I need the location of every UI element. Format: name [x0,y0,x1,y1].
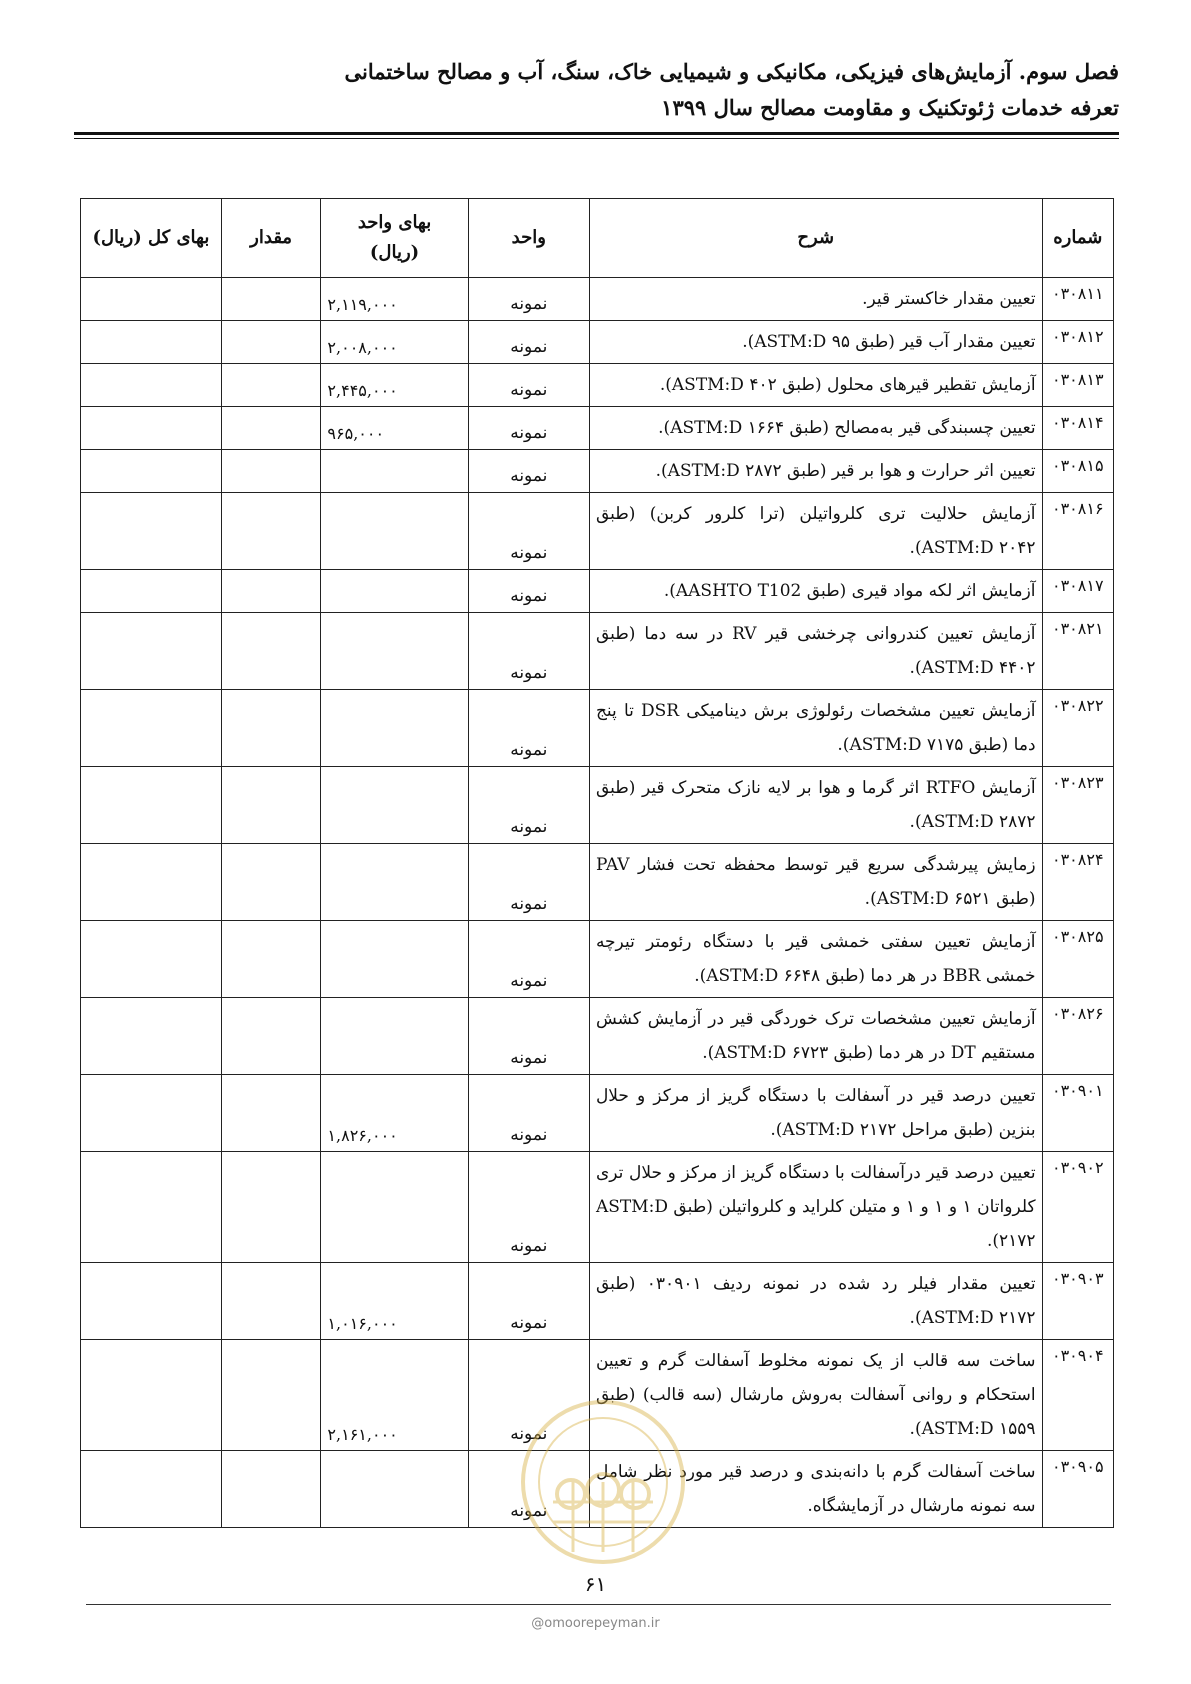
row-total [81,767,222,844]
row-unit: نمونه [468,613,589,690]
header-rule-thin [74,138,1119,139]
page-number: ۶۱ [584,1572,607,1596]
row-number: ۰۳۰۸۲۵ [1042,921,1113,998]
row-unit: نمونه [468,1340,589,1451]
row-total [81,321,222,364]
row-unit: نمونه [468,921,589,998]
row-quantity [221,767,321,844]
header-total: بهای کل (ریال) [81,199,222,278]
row-unit-price [321,1152,468,1263]
row-total [81,1451,222,1528]
row-description: آزمایش تعیین مشخصات رئولوژی برش دینامیکی DSR تا پنج دما (طبق ASTM:D ۷۱۷۵). [589,690,1042,767]
row-description: تعیین چسبندگی قیر به‌مصالح (طبق ASTM:D ۱۶۶۴). [589,407,1042,450]
header-unit-price-line2: (ریال) [369,242,420,263]
row-unit-price [321,767,468,844]
row-unit: نمونه [468,321,589,364]
row-unit: نمونه [468,1152,589,1263]
row-description: آزمایش تعیین کندروانی چرخشی قیر RV در سه دما (طبق ASTM:D ۴۴۰۲). [589,613,1042,690]
row-unit: نمونه [468,450,589,493]
row-total [81,690,222,767]
row-quantity [221,493,321,570]
row-description: تعیین مقدار آب قیر (طبق ASTM:D ۹۵). [589,321,1042,364]
row-quantity [221,998,321,1075]
row-unit: نمونه [468,364,589,407]
row-quantity [221,570,321,613]
header-unit: واحد [468,199,589,278]
row-total [81,278,222,321]
header-description: شرح [589,199,1042,278]
row-description: ساخت سه قالب از یک نمونه مخلوط آسفالت گرم و تعیین استحکام و روانی آسفالت به‌روش مارشال (سه قالب) (طبق ASTM:D ۱۵۵۹). [589,1340,1042,1451]
row-number: ۰۳۰۸۲۴ [1042,844,1113,921]
page-header [74,54,1119,126]
row-unit-price [321,998,468,1075]
row-description: زمایش پیرشدگی سریع قیر توسط محفظه تحت فشار PAV (طبق ASTM:D ۶۵۲۱). [589,844,1042,921]
row-unit: نمونه [468,767,589,844]
row-quantity [221,321,321,364]
row-unit-price: ۲,۱۱۹,۰۰۰ [321,278,468,321]
row-description: تعیین اثر حرارت و هوا بر قیر (طبق ASTM:D ۲۸۷۲). [589,450,1042,493]
row-description: تعیین درصد قیر در آسفالت با دستگاه گریز از مرکز و حلال بنزین (طبق مراحل ASTM:D ۲۱۷۲). [589,1075,1042,1152]
row-unit: نمونه [468,998,589,1075]
row-number: ۰۳۰۸۱۱ [1042,278,1113,321]
row-number: ۰۳۰۸۲۲ [1042,690,1113,767]
row-unit: نمونه [468,1451,589,1528]
row-quantity [221,1075,321,1152]
row-total [81,493,222,570]
row-number: ۰۳۰۸۲۶ [1042,998,1113,1075]
tariff-table [80,198,1114,1528]
row-number: ۰۳۰۹۰۲ [1042,1152,1113,1263]
row-unit: نمونه [468,1075,589,1152]
table-row [81,998,1114,1075]
row-unit: نمونه [468,278,589,321]
row-number: ۰۳۰۸۲۳ [1042,767,1113,844]
row-total [81,921,222,998]
row-quantity [221,1451,321,1528]
row-unit: نمونه [468,407,589,450]
row-number: ۰۳۰۸۱۶ [1042,493,1113,570]
header-number: شماره [1042,199,1113,278]
row-description: ساخت آسفالت گرم با دانه‌بندی و درصد قیر مورد نظر شامل سه نمونه مارشال در آزمایشگاه. [589,1451,1042,1528]
row-total [81,1075,222,1152]
row-quantity [221,278,321,321]
table-header-row [81,199,1114,278]
row-total [81,844,222,921]
row-unit-price: ۹۶۵,۰۰۰ [321,407,468,450]
table-row [81,613,1114,690]
row-unit-price [321,921,468,998]
table-row [81,844,1114,921]
row-unit-price: ۱,۸۲۶,۰۰۰ [321,1075,468,1152]
table-row [81,321,1114,364]
row-unit: نمونه [468,570,589,613]
header-rule-thick [74,132,1119,135]
chapter-title: فصل سوم. آزمایش‌های فیزیکی، مکانیکی و شیمیایی خاک، سنگ، آب و مصالح ساختمانی [344,59,1119,84]
table-row [81,364,1114,407]
table-row [81,407,1114,450]
row-unit-price: ۲,۱۶۱,۰۰۰ [321,1340,468,1451]
row-number: ۰۳۰۸۱۲ [1042,321,1113,364]
row-total [81,570,222,613]
table-row [81,450,1114,493]
row-quantity [221,1152,321,1263]
row-description: تعیین درصد قیر درآسفالت با دستگاه گریز از مرکز و حلال تری کلرواتان ۱ و ۱ و ۱ و متیلن کلراید و کلرواتیلن (طبق ASTM:D ۲۱۷۲). [589,1152,1042,1263]
footer-rule [86,1604,1111,1605]
row-unit: نمونه [468,1263,589,1340]
table-row [81,1075,1114,1152]
row-total [81,1152,222,1263]
row-total [81,450,222,493]
row-description: آزمایش RTFO اثر گرما و هوا بر لایه نازک متحرک قیر (طبق ASTM:D ۲۸۷۲). [589,767,1042,844]
row-total [81,1263,222,1340]
row-unit-price [321,1451,468,1528]
row-quantity [221,1263,321,1340]
row-unit-price: ۱,۰۱۶,۰۰۰ [321,1263,468,1340]
table-row [81,278,1114,321]
row-total [81,1340,222,1451]
row-unit: نمونه [468,690,589,767]
row-unit-price: ۲,۴۴۵,۰۰۰ [321,364,468,407]
row-unit-price [321,493,468,570]
row-number: ۰۳۰۹۰۴ [1042,1340,1113,1451]
table-row [81,1263,1114,1340]
watermark-logo-icon [513,1382,693,1582]
row-total [81,407,222,450]
row-number: ۰۳۰۸۲۱ [1042,613,1113,690]
row-unit: نمونه [468,493,589,570]
row-quantity [221,407,321,450]
footer-site: @omoorepeyman.ir [531,1616,660,1631]
row-unit-price [321,570,468,613]
row-unit-price: ۲,۰۰۸,۰۰۰ [321,321,468,364]
tariff-title: تعرفه خدمات ژئوتکنیک و مقاومت مصالح سال ۱۳۹۹ [661,95,1119,120]
row-number: ۰۳۰۹۰۵ [1042,1451,1113,1528]
row-number: ۰۳۰۹۰۳ [1042,1263,1113,1340]
table-row [81,570,1114,613]
row-description: تعیین مقدار فیلر رد شده در نمونه ردیف ۰۳۰۹۰۱ (طبق ASTM:D ۲۱۷۲). [589,1263,1042,1340]
row-description: آزمایش تعیین مشخصات ترک خوردگی قیر در آزمایش کشش مستقیم DT در هر دما (طبق ASTM:D ۶۷۲۳). [589,998,1042,1075]
row-description: تعیین مقدار خاکستر قیر. [589,278,1042,321]
row-description: آزمایش حلالیت تری کلرواتیلن (ترا کلرور کربن) (طبق ASTM:D ۲۰۴۲). [589,493,1042,570]
row-number: ۰۳۰۸۱۵ [1042,450,1113,493]
row-total [81,998,222,1075]
row-quantity [221,364,321,407]
table-row [81,1152,1114,1263]
row-quantity [221,613,321,690]
row-unit: نمونه [468,844,589,921]
row-unit-price [321,690,468,767]
table-row [81,493,1114,570]
row-unit-price [321,450,468,493]
row-total [81,364,222,407]
row-number: ۰۳۰۸۱۷ [1042,570,1113,613]
table-row [81,690,1114,767]
header-unit-price-line1: بهای واحد [357,212,432,233]
row-quantity [221,1340,321,1451]
table-row [81,921,1114,998]
table-row [81,767,1114,844]
header-unit-price [321,199,468,278]
row-quantity [221,690,321,767]
header-quantity: مقدار [221,199,321,278]
row-number: ۰۳۰۸۱۴ [1042,407,1113,450]
row-quantity [221,450,321,493]
row-quantity [221,921,321,998]
row-total [81,613,222,690]
row-number: ۰۳۰۹۰۱ [1042,1075,1113,1152]
row-number: ۰۳۰۸۱۳ [1042,364,1113,407]
row-quantity [221,844,321,921]
row-description: آزمایش تقطیر قیرهای محلول (طبق ASTM:D ۴۰۲). [589,364,1042,407]
row-unit-price [321,613,468,690]
row-description: آزمایش تعیین سفتی خمشی قیر با دستگاه رئومتر تیرچه خمشی BBR در هر دما (طبق ASTM:D ۶۶۴۸). [589,921,1042,998]
row-description: آزمایش اثر لکه مواد قیری (طبق AASHTO T102). [589,570,1042,613]
row-unit-price [321,844,468,921]
